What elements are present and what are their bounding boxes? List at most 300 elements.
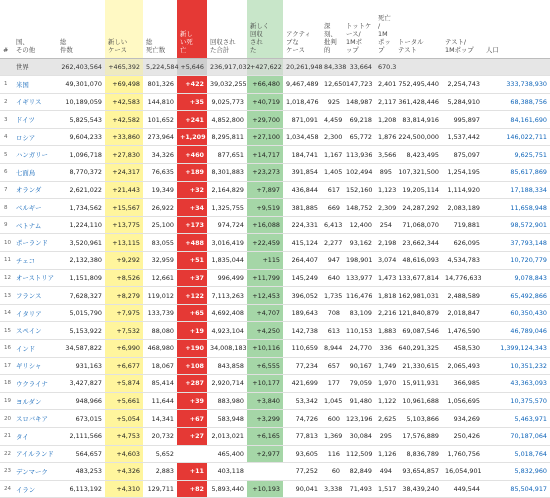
total-recovered: 974,724	[207, 216, 247, 234]
country-name[interactable]: ギリシャ	[13, 357, 57, 375]
new-recovered: +22,459	[247, 234, 283, 252]
population[interactable]: 5,018,764	[483, 445, 550, 463]
serious-cases: 669	[321, 199, 343, 217]
row-index: 18	[0, 375, 13, 393]
country-name[interactable]: イタリア	[13, 304, 57, 322]
new-cases: +4,310	[105, 480, 143, 498]
tests-per-1m: 16,054,901	[442, 463, 483, 481]
deaths-per-1m: 2,216	[375, 304, 395, 322]
total-tests: 8,423,495	[395, 146, 442, 164]
serious-cases: 84,338	[321, 58, 343, 76]
total-deaths: 32,959	[143, 252, 177, 270]
cases-per-1m: 91,480	[343, 392, 375, 410]
table-row	[0, 269, 550, 287]
new-cases: +15,567	[105, 199, 143, 217]
cases-per-1m: 79,059	[343, 375, 375, 393]
new-recovered: +427,622	[247, 58, 283, 76]
new-deaths: +34	[177, 199, 207, 217]
cases-per-1m: 148,987	[343, 93, 375, 111]
deaths-per-1m: 2,625	[375, 410, 395, 428]
row-index: 11	[0, 252, 13, 270]
country-name[interactable]: イラン	[13, 480, 57, 498]
col-header-total-tests[interactable]: トータル テスト	[395, 0, 442, 58]
total-recovered: 4,852,800	[207, 111, 247, 129]
total-cases: 483,253	[57, 463, 105, 481]
total-deaths: 25,100	[143, 216, 177, 234]
tests-per-1m: 875,097	[442, 146, 483, 164]
serious-cases: 116	[321, 445, 343, 463]
tests-per-1m: 250,426	[442, 427, 483, 445]
total-cases: 948,966	[57, 392, 105, 410]
deaths-per-1m: 1,883	[375, 322, 395, 340]
active-cases: 264,407	[283, 252, 321, 270]
country-name[interactable]: アイルランド	[13, 445, 57, 463]
table-row	[0, 164, 550, 182]
deaths-per-1m: 1,970	[375, 375, 395, 393]
new-deaths: +5,646	[177, 58, 207, 76]
new-cases: +6,677	[105, 357, 143, 375]
total-tests: 23,662,344	[395, 234, 442, 252]
cases-per-1m: 148,752	[343, 199, 375, 217]
cases-per-1m: 147,723	[343, 76, 375, 94]
population[interactable]: 84,161,690	[483, 111, 550, 129]
row-index: 15	[0, 322, 13, 340]
country-name[interactable]: ヨルダン	[13, 392, 57, 410]
total-deaths: 101,652	[143, 111, 177, 129]
total-deaths: 83,055	[143, 234, 177, 252]
country-name[interactable]: オーストリア	[13, 269, 57, 287]
new-cases: +8,279	[105, 287, 143, 305]
total-deaths: 273,964	[143, 128, 177, 146]
total-cases: 3,520,961	[57, 234, 105, 252]
new-recovered: +4,707	[247, 304, 283, 322]
serious-cases: 2,277	[321, 234, 343, 252]
total-deaths: 11,644	[143, 392, 177, 410]
row-index	[0, 58, 13, 76]
country-name[interactable]: インド	[13, 340, 57, 358]
country-name[interactable]: ベルギー	[13, 199, 57, 217]
active-cases: 53,342	[283, 392, 321, 410]
deaths-per-1m: 1,122	[375, 392, 395, 410]
total-deaths: 18,067	[143, 357, 177, 375]
cases-per-1m: 69,218	[343, 111, 375, 129]
population[interactable]: 98,572,901	[483, 216, 550, 234]
total-tests: 133,677,814	[395, 269, 442, 287]
table-row	[0, 181, 550, 199]
table-row	[0, 252, 550, 270]
population[interactable]: 60,350,430	[483, 304, 550, 322]
deaths-per-1m: 670.3	[375, 58, 395, 76]
active-cases: 142,738	[283, 322, 321, 340]
new-deaths: +122	[177, 287, 207, 305]
population[interactable]: 1,399,124,343	[483, 340, 550, 358]
cases-per-1m: 102,494	[343, 164, 375, 182]
active-cases: 93,605	[283, 445, 321, 463]
population[interactable]: 5,463,971	[483, 410, 550, 428]
tests-per-1m: 719,881	[442, 216, 483, 234]
total-deaths: 85,414	[143, 375, 177, 393]
new-recovered	[247, 463, 283, 481]
new-recovered: +12,453	[247, 287, 283, 305]
new-recovered: +16,088	[247, 216, 283, 234]
serious-cases: 1,405	[321, 164, 343, 182]
tests-per-1m: 2,083,189	[442, 199, 483, 217]
new-deaths: +37	[177, 269, 207, 287]
cases-per-1m: 33,664	[343, 58, 375, 76]
country-name[interactable]: フランス	[13, 287, 57, 305]
table-row	[0, 234, 550, 252]
serious-cases: 4,459	[321, 111, 343, 129]
total-deaths: 34,326	[143, 146, 177, 164]
total-recovered: 883,980	[207, 392, 247, 410]
row-index: 13	[0, 287, 13, 305]
population[interactable]: 5,832,960	[483, 463, 550, 481]
row-index: 8	[0, 199, 13, 217]
active-cases: 391,854	[283, 164, 321, 182]
new-recovered: +4,250	[247, 322, 283, 340]
new-deaths: +488	[177, 234, 207, 252]
new-cases: +33,860	[105, 128, 143, 146]
population[interactable]: 11,658,948	[483, 199, 550, 217]
new-deaths: +19	[177, 322, 207, 340]
row-index: 20	[0, 410, 13, 428]
new-deaths: +51	[177, 252, 207, 270]
new-deaths: +27	[177, 427, 207, 445]
col-header-serious[interactable]: 深刻、 批判 的	[321, 0, 343, 58]
serious-cases: 1,735	[321, 287, 343, 305]
country-name[interactable]: スペイン	[13, 322, 57, 340]
new-recovered: +2,977	[247, 445, 283, 463]
new-cases: +5,874	[105, 375, 143, 393]
country-name[interactable]: イギリス	[13, 93, 57, 111]
deaths-per-1m: 1,517	[375, 480, 395, 498]
total-cases: 262,403,564	[57, 58, 105, 76]
tests-per-1m: 2,018,847	[442, 304, 483, 322]
new-cases: +42,582	[105, 111, 143, 129]
serious-cases: 925	[321, 93, 343, 111]
total-tests: 640,291,325	[395, 340, 442, 358]
row-index: 2	[0, 93, 13, 111]
row-index: 7	[0, 181, 13, 199]
table-row	[0, 357, 550, 375]
cases-per-1m: 24,770	[343, 340, 375, 358]
active-cases: 436,844	[283, 181, 321, 199]
tests-per-1m	[442, 58, 483, 76]
serious-cases: 617	[321, 181, 343, 199]
cases-per-1m: 71,493	[343, 480, 375, 498]
serious-cases: 3,338	[321, 480, 343, 498]
row-index: 19	[0, 392, 13, 410]
tests-per-1m: 2,254,743	[442, 76, 483, 94]
header-row	[0, 0, 550, 58]
new-recovered: +115	[247, 252, 283, 270]
population[interactable]: 10,720,779	[483, 252, 550, 270]
serious-cases: 947	[321, 252, 343, 270]
total-tests: 38,439,240	[395, 480, 442, 498]
total-deaths: 20,732	[143, 427, 177, 445]
country-name[interactable]: ドイツ	[13, 111, 57, 129]
tests-per-1m: 2,065,493	[442, 357, 483, 375]
tests-per-1m: 1,114,920	[442, 181, 483, 199]
total-cases: 564,657	[57, 445, 105, 463]
country-name[interactable]: ウクライナ	[13, 375, 57, 393]
row-index: 22	[0, 445, 13, 463]
new-recovered: +7,897	[247, 181, 283, 199]
new-recovered: +29,700	[247, 111, 283, 129]
row-index: 16	[0, 340, 13, 358]
total-recovered: 403,118	[207, 463, 247, 481]
total-recovered: 1,325,755	[207, 199, 247, 217]
tests-per-1m: 366,985	[442, 375, 483, 393]
table-row	[0, 111, 550, 129]
total-deaths: 5,224,584	[143, 58, 177, 76]
cases-per-1m: 82,849	[343, 463, 375, 481]
population[interactable]: 85,617,869	[483, 164, 550, 182]
table-row	[0, 340, 550, 358]
country-name[interactable]: デンマーク	[13, 463, 57, 481]
tests-per-1m: 1,760,756	[442, 445, 483, 463]
new-deaths: +35	[177, 93, 207, 111]
total-recovered: 4,923,104	[207, 322, 247, 340]
new-recovered: +10,177	[247, 375, 283, 393]
new-cases: +21,443	[105, 181, 143, 199]
country-name[interactable]: ベトナム	[13, 216, 57, 234]
serious-cases: 12,650	[321, 76, 343, 94]
population[interactable]: 43,363,093	[483, 375, 550, 393]
country-name[interactable]: ハンガリー	[13, 146, 57, 164]
col-header-active[interactable]: アクティ ブな ケース	[283, 0, 321, 58]
cases-per-1m: 83,109	[343, 304, 375, 322]
row-index: 24	[0, 480, 13, 498]
new-deaths: +173	[177, 216, 207, 234]
country-name[interactable]: ロシア	[13, 128, 57, 146]
cases-per-1m: 12,400	[343, 216, 375, 234]
new-recovered: +40,719	[247, 93, 283, 111]
tests-per-1m: 934,269	[442, 410, 483, 428]
deaths-per-1m: 895	[375, 164, 395, 182]
table-row	[0, 480, 550, 498]
cases-per-1m: 65,772	[343, 128, 375, 146]
country-name[interactable]: 七面鳥	[13, 164, 57, 182]
serious-cases: 640	[321, 269, 343, 287]
active-cases: 77,252	[283, 463, 321, 481]
active-cases: 90,041	[283, 480, 321, 498]
col-header-deaths-per-1m[interactable]: 死亡 / 1M ポッ プ	[375, 0, 395, 58]
population[interactable]: 46,789,046	[483, 322, 550, 340]
total-cases: 3,427,827	[57, 375, 105, 393]
tests-per-1m: 2,488,589	[442, 287, 483, 305]
country-name[interactable]: スロバキア	[13, 410, 57, 428]
new-recovered: +10,193	[247, 480, 283, 498]
row-index: 12	[0, 269, 13, 287]
deaths-per-1m: 3,566	[375, 146, 395, 164]
serious-cases: 613	[321, 322, 343, 340]
country-name[interactable]: 米国	[13, 76, 57, 94]
active-cases: 9,467,489	[283, 76, 321, 94]
new-recovered: +6,165	[247, 427, 283, 445]
total-tests: 17,576,889	[395, 427, 442, 445]
row-index: 21	[0, 427, 13, 445]
country-name[interactable]: オランダ	[13, 181, 57, 199]
tests-per-1m: 1,254,195	[442, 164, 483, 182]
total-cases: 9,604,233	[57, 128, 105, 146]
new-deaths: +32	[177, 181, 207, 199]
row-index: 4	[0, 128, 13, 146]
new-cases: +69,498	[105, 76, 143, 94]
total-tests: 10,961,688	[395, 392, 442, 410]
population[interactable]: 70,187,064	[483, 427, 550, 445]
total-deaths: 19,349	[143, 181, 177, 199]
total-recovered: 996,499	[207, 269, 247, 287]
table-row	[0, 216, 550, 234]
new-recovered: +6,555	[247, 357, 283, 375]
table-row	[0, 128, 550, 146]
table-body	[0, 58, 550, 498]
serious-cases: 8,944	[321, 340, 343, 358]
total-tests: 752,495,440	[395, 76, 442, 94]
total-recovered: 877,651	[207, 146, 247, 164]
population[interactable]: 37,793,148	[483, 234, 550, 252]
table-row	[0, 287, 550, 305]
table-row	[0, 93, 550, 111]
total-deaths: 119,012	[143, 287, 177, 305]
total-deaths: 129,711	[143, 480, 177, 498]
deaths-per-1m: 494	[375, 463, 395, 481]
total-recovered: 2,164,829	[207, 181, 247, 199]
population[interactable]: 9,078,843	[483, 269, 550, 287]
population[interactable]: 68,388,756	[483, 93, 550, 111]
total-recovered: 7,113,263	[207, 287, 247, 305]
col-header-recovered[interactable]: 回収され た合計	[207, 0, 247, 58]
table-row	[0, 375, 550, 393]
table-row	[0, 427, 550, 445]
new-deaths: +241	[177, 111, 207, 129]
table-row	[0, 146, 550, 164]
active-cases: 421,699	[283, 375, 321, 393]
cases-per-1m: 133,977	[343, 269, 375, 287]
total-tests: 69,087,546	[395, 322, 442, 340]
population[interactable]: 17,188,334	[483, 181, 550, 199]
active-cases: 110,659	[283, 340, 321, 358]
total-deaths: 88,080	[143, 322, 177, 340]
total-deaths: 133,739	[143, 304, 177, 322]
population[interactable]: 146,022,711	[483, 128, 550, 146]
serious-cases: 6,413	[321, 216, 343, 234]
col-header-index[interactable]: #	[0, 0, 13, 58]
new-recovered: +14,717	[247, 146, 283, 164]
col-header-total-cases[interactable]: 総 件数	[57, 0, 105, 58]
total-cases: 6,113,192	[57, 480, 105, 498]
serious-cases: 1,369	[321, 427, 343, 445]
new-deaths: +39	[177, 392, 207, 410]
table-row	[0, 392, 550, 410]
total-recovered: 3,016,419	[207, 234, 247, 252]
population[interactable]: 10,351,232	[483, 357, 550, 375]
new-recovered: +66,480	[247, 76, 283, 94]
serious-cases: 1,167	[321, 146, 343, 164]
cases-per-1m: 30,084	[343, 427, 375, 445]
total-cases: 34,587,822	[57, 340, 105, 358]
tests-per-1m: 626,095	[442, 234, 483, 252]
col-header-country[interactable]: 国、 その他	[13, 0, 57, 58]
total-tests: 361,428,446	[395, 93, 442, 111]
row-index: 23	[0, 463, 13, 481]
serious-cases: 600	[321, 410, 343, 428]
total-tests: 15,911,931	[395, 375, 442, 393]
cases-per-1m: 112,509	[343, 445, 375, 463]
new-cases: +27,830	[105, 146, 143, 164]
new-deaths: +82	[177, 480, 207, 498]
deaths-per-1m: 3,074	[375, 252, 395, 270]
col-header-new-cases[interactable]: 新しい ケース	[105, 0, 143, 58]
serious-cases: 708	[321, 304, 343, 322]
country-name[interactable]: タイ	[13, 427, 57, 445]
table-row	[0, 199, 550, 217]
new-cases: +465,392	[105, 58, 143, 76]
total-deaths: 76,635	[143, 164, 177, 182]
new-deaths: +1,209	[177, 128, 207, 146]
deaths-per-1m: 2,309	[375, 199, 395, 217]
population[interactable]: 333,738,930	[483, 76, 550, 94]
new-cases: +4,753	[105, 427, 143, 445]
tests-per-1m: 995,897	[442, 111, 483, 129]
population[interactable]: 10,375,570	[483, 392, 550, 410]
col-header-new-recovered[interactable]: 新しく 回収 され た	[247, 0, 283, 58]
col-header-new-deaths[interactable]: 新し い死 亡	[177, 0, 207, 58]
population[interactable]: 9,625,751	[483, 146, 550, 164]
new-deaths	[177, 445, 207, 463]
col-header-population[interactable]: 人口	[483, 0, 550, 58]
active-cases: 77,813	[283, 427, 321, 445]
cases-per-1m: 152,160	[343, 181, 375, 199]
cases-per-1m: 198,901	[343, 252, 375, 270]
new-cases: +42,583	[105, 93, 143, 111]
active-cases: 224,331	[283, 216, 321, 234]
tests-per-1m: 1,056,695	[442, 392, 483, 410]
serious-cases: 1,045	[321, 392, 343, 410]
total-tests: 21,330,615	[395, 357, 442, 375]
row-index: 3	[0, 111, 13, 129]
total-deaths: 144,810	[143, 93, 177, 111]
new-recovered: +23,273	[247, 164, 283, 182]
population[interactable]: 65,492,866	[483, 287, 550, 305]
population[interactable]: 85,504,917	[483, 480, 550, 498]
new-cases: +4,326	[105, 463, 143, 481]
country-name[interactable]: チェコ	[13, 252, 57, 270]
new-deaths: +422	[177, 76, 207, 94]
total-recovered: 843,858	[207, 357, 247, 375]
new-cases: +13,775	[105, 216, 143, 234]
total-cases: 2,111,566	[57, 427, 105, 445]
deaths-per-1m: 1,208	[375, 111, 395, 129]
col-header-cases-per-1m[interactable]: トットケ ース/ 1Mポ ップ	[343, 0, 375, 58]
col-header-tests-per-1m[interactable]: テスト/ 1Mポップ	[442, 0, 483, 58]
deaths-per-1m: 1,876	[375, 128, 395, 146]
total-cases: 931,163	[57, 357, 105, 375]
total-cases: 673,015	[57, 410, 105, 428]
total-deaths: 26,922	[143, 199, 177, 217]
new-deaths: +67	[177, 410, 207, 428]
cases-per-1m: 110,153	[343, 322, 375, 340]
new-cases: +5,661	[105, 392, 143, 410]
country-name[interactable]: ポーランド	[13, 234, 57, 252]
col-header-total-deaths[interactable]: 総 死亡数	[143, 0, 177, 58]
deaths-per-1m: 1,818	[375, 287, 395, 305]
new-recovered: +27,100	[247, 128, 283, 146]
deaths-per-1m: 1,749	[375, 357, 395, 375]
serious-cases: 177	[321, 375, 343, 393]
total-deaths: 801,326	[143, 76, 177, 94]
